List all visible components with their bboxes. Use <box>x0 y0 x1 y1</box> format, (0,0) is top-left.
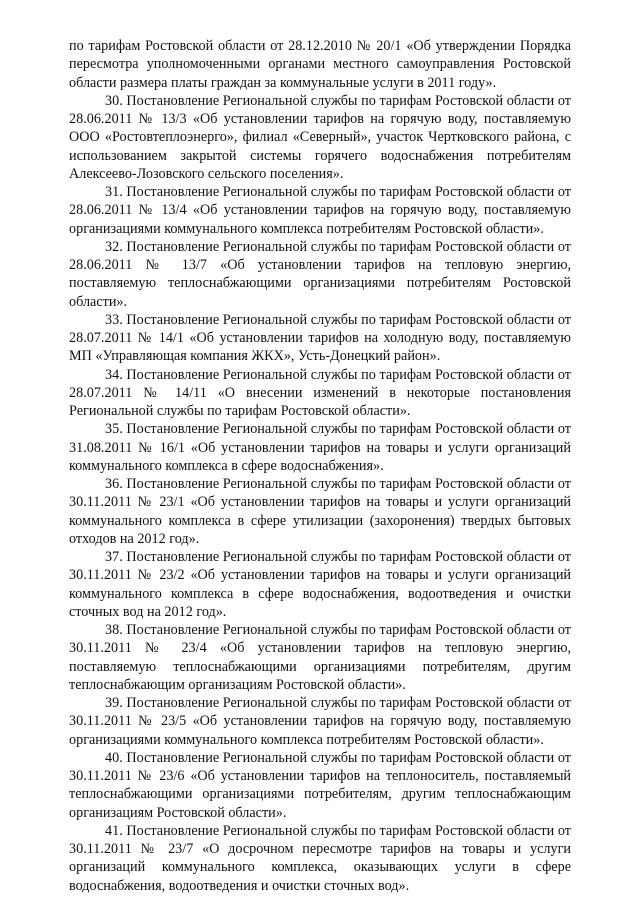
list-item-40: 40. Постановление Региональной службы по тарифам Ростовской области от 30.11.2011 № 23/6 «Об установлении тарифов на теплоноситель, поставляемый теплоснабжающими организациями потребителям, другим теплоснабжающим организациям Ростовской области». <box>69 749 571 821</box>
list-item-41: 41. Постановление Региональной службы по тарифам Ростовской области от 30.11.2011 № 23/7 «О досрочном пересмотре тарифов на товары и услуги организаций коммунального комплекса, оказывающих услуги в сфере водоснабжения, водоотведения и очистки сточных вод». <box>69 822 571 894</box>
list-item-32: 32. Постановление Региональной службы по тарифам Ростовской области от 28.06.2011 № 13/7 «Об установлении тарифов на тепловую энергию, поставляемую теплоснабжающими организациями потребителям Ростовской области». <box>69 238 571 310</box>
list-item-37: 37. Постановление Региональной службы по тарифам Ростовской области от 30.11.2011 № 23/2 «Об установлении тарифов на товары и услуги организаций коммунального комплекса в сфере водоснабжения, водоотведения и очистки сточных вод на 2012 год». <box>69 549 571 620</box>
continued-paragraph: по тарифам Ростовской области от 28.12.2010 № 20/1 «Об утверждении Порядка пересмотра уполномоченными органами местного самоуправления Ростовской области размера платы граждан за коммунальные услуги в 2011 году». <box>69 38 571 91</box>
list-item-33: 33. Постановление Региональной службы по тарифам Ростовской области от 28.07.2011 № 14/1 «Об установлении тарифов на холодную воду, поставляемую МП «Управляющая компания ЖКХ», Усть-Донецкий район». <box>69 311 571 365</box>
list-item-34: 34. Постановление Региональной службы по тарифам Ростовской области от 28.07.2011 № 14/11 «О внесении изменений в некоторые постановления Региональной службы по тарифам Ростовской области». <box>69 366 571 419</box>
list-item-31: 31. Постановление Региональной службы по тарифам Ростовской области от 28.06.2011 № 13/4 «Об установлении тарифов на горячую воду, поставляемую организациями коммунального комплекса потребителям Ростовской области». <box>69 184 571 237</box>
list-item-38: 38. Постановление Региональной службы по тарифам Ростовской области от 30.11.2011 № 23/4 «Об установлении тарифов на тепловую энергию, поставляемую теплоснабжающими организациями потребителям, другим теплоснабжающим организациям Ростовской области». <box>69 622 571 693</box>
list-item-36: 36. Постановление Региональной службы по тарифам Ростовской области от 30.11.2011 № 23/1 «Об установлении тарифов на товары и услуги организаций коммунального комплекса в сфере утилизации (захоронения) твердых бытовых отходов на 2012 год». <box>69 476 571 547</box>
list-item-30: 30. Постановление Региональной службы по тарифам Ростовской области от 28.06.2011 № 13/3 «Об установлении тарифов на горячую воду, поставляемую ООО «Ростовтеплоэнерго», филиал «Северный», участок Чертковского района, с использованием закрытой системы горячего водоснабжения потребителям Алексеево-Лозовского сельского поселения». <box>69 92 571 182</box>
list-item-35: 35. Постановление Региональной службы по тарифам Ростовской области от 31.08.2011 № 16/1 «Об установлении тарифов на товары и услуги организаций коммунального комплекса в сфере водоснабжения». <box>69 421 571 474</box>
list-item-39: 39. Постановление Региональной службы по тарифам Ростовской области от 30.11.2011 № 23/5 «Об установлении тарифов на горячую воду, поставляемую организациями коммунального комплекса потребителям Ростовской области». <box>69 695 571 748</box>
